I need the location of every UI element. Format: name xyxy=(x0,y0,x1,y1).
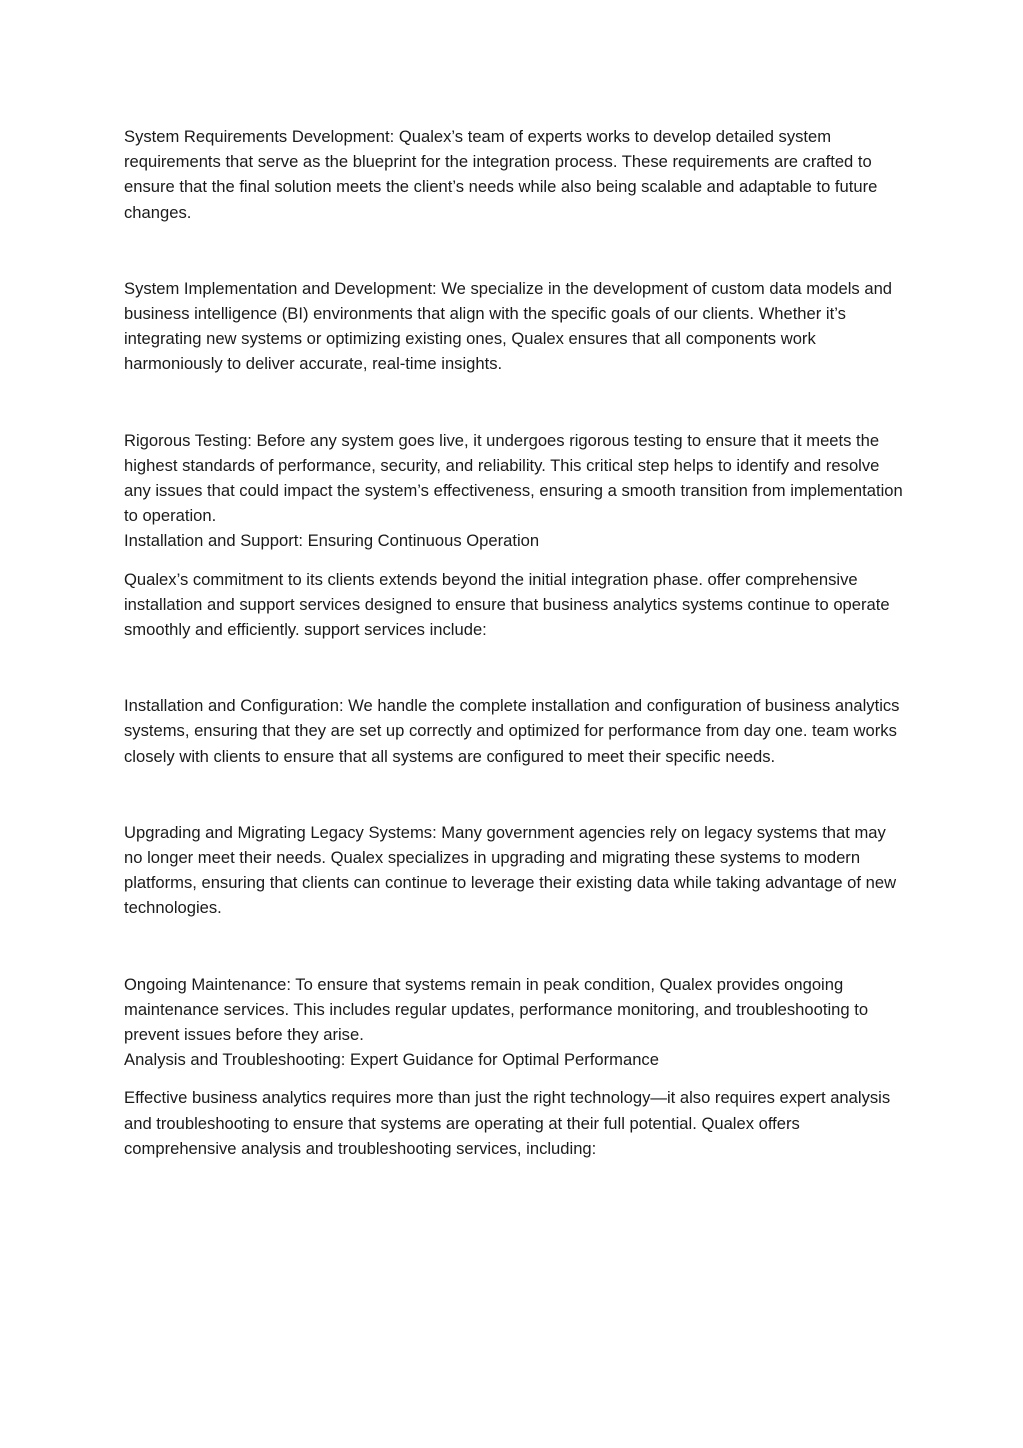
paragraph-upgrading-legacy: Upgrading and Migrating Legacy Systems: Many government agencies rely on legacy systems that may no longer meet their needs. Qualex specializes in upgrading and migrating these systems to modern platforms, ensuring that clients can continue to leverage their existing data while taking advantage of new technologies. xyxy=(124,822,897,918)
section-heading-analysis-troubleshooting: Analysis and Troubleshooting: Expert Guidance for Optimal Performance xyxy=(124,1050,659,1070)
section-heading-installation-support: Installation and Support: Ensuring Continuous Operation xyxy=(124,531,540,551)
paragraph-commitment: Qualex’s commitment to its clients extends beyond the initial integration phase. offer comprehensive installation and support services designed to ensure that business analytics systems continue to operate smoothly and efficiently. support services include: xyxy=(124,569,890,640)
paragraph-system-implementation: System Implementation and Development: We specialize in the development of custom data models and business intelligence (BI) environments that align with the specific goals of our clients. Whether it’s integrating new systems or optimizing existing ones, Qualex ensures that all components work harmoniously to deliver accurate, real-time insights. xyxy=(124,278,893,374)
paragraph-rigorous-testing: Rigorous Testing: Before any system goes live, it undergoes rigorous testing to ensure that it meets the highest standards of performance, security, and reliability. This critical step helps to identify and resolve any issues that could impact the system’s effectiveness, ensuring a smooth transition from implementation to operation. xyxy=(124,430,903,526)
paragraph-ongoing-maintenance: Ongoing Maintenance: To ensure that systems remain in peak condition, Qualex provides ongoing maintenance services. This includes regular updates, performance monitoring, and troubleshooting to prevent issues before they arise. xyxy=(124,974,869,1045)
document-body xyxy=(124,124,906,1161)
paragraph-installation-configuration: Installation and Configuration: We handle the complete installation and configuration of business analytics systems, ensuring that they are set up correctly and optimized for performance from day one. team works closely with clients to ensure that all systems are configured to meet their specific needs. xyxy=(124,696,900,766)
paragraph-effective-analytics: Effective business analytics requires more than just the right technology—it also requires expert analysis and troubleshooting to ensure that systems are operating at their full potential. Qualex offers comprehensive analysis and troubleshooting services, including: xyxy=(124,1088,891,1158)
paragraph-system-requirements: System Requirements Development: Qualex’s team of experts works to develop detailed system requirements that serve as the blueprint for the integration process. These requirements are crafted to ensure that the final solution meets the client’s needs while also being scalable and adaptable to future changes. xyxy=(124,127,878,222)
